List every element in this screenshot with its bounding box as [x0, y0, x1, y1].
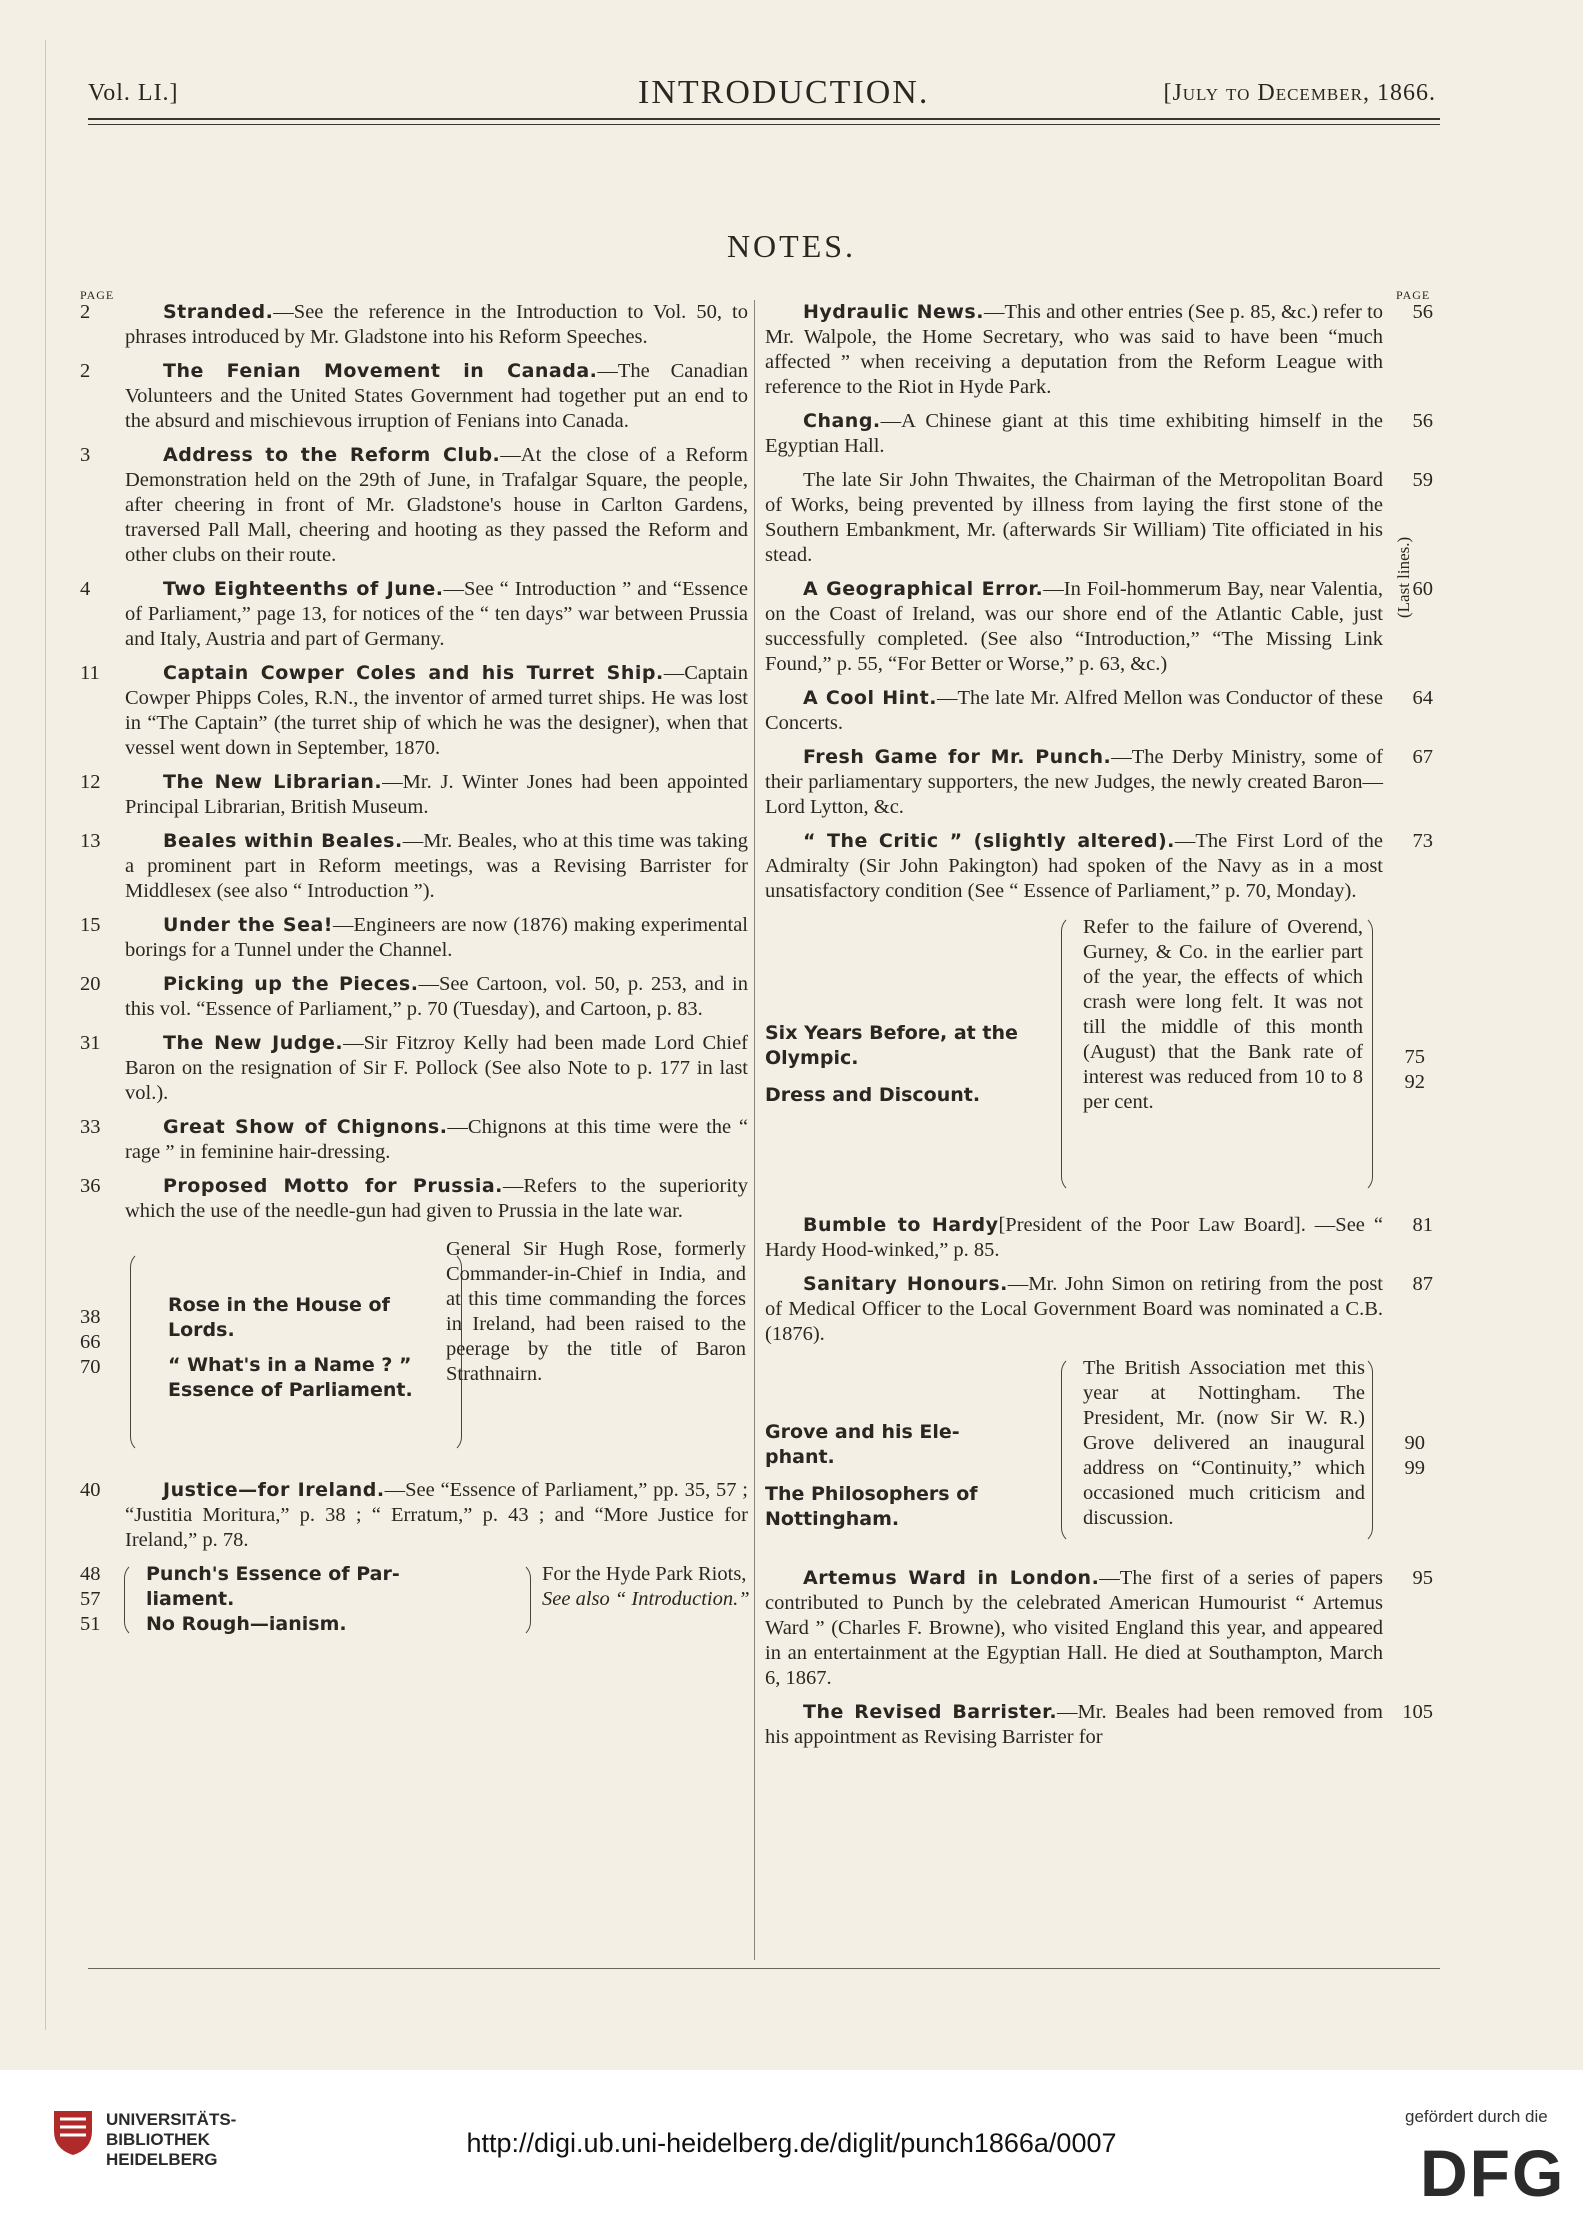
note-entry — [765, 577, 1433, 677]
note-entry — [80, 300, 748, 350]
note-entry — [80, 661, 748, 761]
page-number: 95 — [1412, 1567, 1433, 1589]
note-heading: The Fenian Movement in Canada. — [163, 360, 598, 382]
group-olympic — [765, 913, 1433, 1203]
note-heading: Great Show of Chignons. — [163, 1116, 448, 1138]
note-heading: Picking up the Pieces. — [163, 973, 419, 995]
note-entry — [765, 1213, 1433, 1263]
group-title: Nottingham. — [765, 1508, 900, 1530]
note-text: —Mr. John Simon on retiring from the post of Medical Officer to the Local Government Board was nominated a C.B. (1876). — [765, 1273, 1383, 1345]
page-number: 57 — [80, 1588, 101, 1610]
page-number: 64 — [1412, 687, 1433, 709]
note-entry — [765, 1700, 1433, 1750]
page-number: 51 — [80, 1613, 101, 1635]
left-column — [80, 300, 748, 1662]
page-number: 105 — [1402, 1701, 1433, 1723]
note-entry — [765, 468, 1433, 568]
page-number: 2 — [80, 360, 91, 382]
note-text: —At the close of a Reform Demonstration held on the 29th of June, in Trafalgar Square, the people, after cheering in front of Mr. Gladstone's house in Carlton Gardens, traversed Pall Mall, cheering and hooting as they passed the Reform and other clubs on their route. — [125, 444, 748, 566]
note-entry — [80, 359, 748, 434]
page-number: 73 — [1412, 830, 1433, 852]
note-text: —The first of a series of papers contributed to Punch by the celebrated American Humourist “ Artemus Ward ” (Charles F. Browne), who visited England this year, and appeared in an entertainment at the Egyptian Hall. He died at Southampton, March 6, 1867. — [765, 1567, 1384, 1689]
group-note-text: See also “ Introduction.” — [542, 1588, 750, 1610]
group-title: Rose in the House of — [168, 1294, 390, 1316]
group-title: Lords. — [168, 1319, 235, 1341]
page-number: 40 — [80, 1479, 101, 1501]
last-lines-label: (Last lines.) — [1394, 536, 1413, 618]
page-number: 11 — [80, 662, 100, 684]
note-entry — [765, 409, 1433, 459]
note-entry — [765, 686, 1433, 736]
page-number: 3 — [80, 444, 91, 466]
note-heading: Justice—for Ireland. — [163, 1479, 385, 1501]
logo-line: BIBLIOTHEK — [106, 2130, 210, 2149]
note-heading: Fresh Game for Mr. Punch. — [803, 746, 1112, 768]
page-number: 33 — [80, 1116, 101, 1138]
note-text: —The Derby Ministry, some of their parliamentary supporters, the new Judges, the newly created Baron—Lord Lytton, &c. — [765, 746, 1383, 818]
page-number: 13 — [80, 830, 101, 852]
page-number: 66 — [80, 1331, 101, 1353]
note-entry — [80, 1115, 748, 1165]
logo-line: UNIVERSITÄTS- — [106, 2110, 237, 2129]
note-text: —The late Mr. Alfred Mellon was Conductor of these Concerts. — [765, 687, 1383, 734]
page-number: 92 — [1404, 1071, 1425, 1093]
group-note-text: For the Hyde Park Riots, — [542, 1563, 747, 1585]
group-title: phant. — [765, 1446, 835, 1468]
note-text: The late Sir John Thwaites, the Chairman of the Metropolitan Board of Works, being prevented by illness from laying the first stone of the Southern Embankment, Mr. (afterwards Sir William) Tite officiated in his stead. — [765, 469, 1383, 566]
note-entry — [765, 1272, 1433, 1347]
note-heading: Stranded. — [163, 301, 274, 323]
header-volume: Vol. LI.] — [88, 80, 179, 106]
note-entry — [765, 745, 1433, 820]
note-heading: The New Librarian. — [163, 771, 383, 793]
page-number: 20 — [80, 973, 101, 995]
group-title: Punch's Essence of Par- — [146, 1563, 400, 1585]
note-heading: Proposed Motto for Prussia. — [163, 1175, 503, 1197]
note-heading: “ The Critic ” (slightly altered). — [803, 830, 1175, 852]
group-title: “ What's in a Name ? ” — [168, 1354, 412, 1376]
note-text: —Refers to the superiority which the use of the needle-gun had given to Prussia in the late war. — [125, 1175, 748, 1222]
note-text: —Mr. J. Winter Jones had been appointed Principal Librarian, British Museum. — [125, 771, 748, 818]
page-number: 99 — [1404, 1457, 1425, 1479]
logo-line: HEIDELBERG — [106, 2150, 218, 2169]
group-title: Dress and Discount. — [765, 1084, 981, 1106]
note-text: —Captain Cowper Phipps Coles, R.N., the inventor of armed turret ships. He was lost in “The Captain” (the turret ship of which he was the designer), when that vessel went down in September, 1870. — [125, 662, 748, 759]
page-url-link[interactable]: http://digi.ub.uni-heidelberg.de/diglit/punch1866a/0007 — [466, 2128, 1117, 2158]
running-header — [88, 70, 1436, 116]
page-number: 87 — [1412, 1273, 1433, 1295]
group-note-text: Refer to the failure of Overend, Gurney, & Co. in the earlier part of the year, the effects of which crash were long felt. It was not till the middle of this month (August) that the Bank rate of interest was reduced from 10 to 8 per cent. — [1083, 916, 1363, 1113]
note-text: —The First Lord of the Admiralty (Sir John Pakington) had spoken of the Navy as in a most unsatisfactory condition (See “ Essence of Parliament,” p. 70, Monday). — [765, 830, 1383, 902]
group-title: The Philosophers of — [765, 1483, 978, 1505]
page-number: 56 — [1412, 301, 1433, 323]
note-text: —A Chinese giant at this time exhibiting himself in the Egyptian Hall. — [765, 410, 1383, 457]
dfg-logo: DFG — [1420, 2136, 1566, 2210]
group-rose — [80, 1233, 748, 1468]
note-text: —Mr. Beales had been removed from his appointment as Revising Barrister for — [765, 1701, 1384, 1748]
note-heading: Bumble to Hardy — [803, 1214, 999, 1236]
group-title: No Rough—ianism. — [146, 1613, 347, 1635]
note-text: —Engineers are now (1876) making experimental borings for a Tunnel under the Channel. — [125, 914, 749, 961]
page-number: 12 — [80, 771, 101, 793]
note-entry — [80, 829, 748, 904]
header-title: INTRODUCTION. — [638, 74, 930, 111]
page-number: 70 — [80, 1356, 101, 1378]
note-text: —This and other entries (See p. 85, &c.) refer to Mr. Walpole, the Home Secretary, who was said to have been “much affected ” when receiving a deputation from the Reform League with reference to the Riot in Hyde Park. — [765, 301, 1384, 398]
note-entry — [80, 577, 748, 652]
note-heading: A Cool Hint. — [803, 687, 937, 709]
note-text: —See the reference in the Introduction to Vol. 50, to phrases introduced by Mr. Gladstone into his Reform Speeches. — [125, 301, 748, 348]
group-title: Grove and his Ele- — [765, 1421, 960, 1443]
page-number: 4 — [80, 578, 91, 600]
note-heading: Artemus Ward in London. — [803, 1567, 1100, 1589]
note-text: —In Foil-hommerum Bay, near Valentia, on the Coast of Ireland, was our shore end of the Atlantic Cable, just successfully completed. (See also “Introduction,” “The Missing Link Found,” p. 55, “For Better or Worse,” p. 63, &c.) — [765, 578, 1383, 675]
note-heading: Captain Cowper Coles and his Turret Ship. — [163, 662, 664, 684]
note-heading: Under the Sea! — [163, 914, 333, 936]
note-text: —Sir Fitzroy Kelly had been made Lord Chief Baron on the resignation of Sir F. Pollock (See also Note to p. 177 in last vol.). — [125, 1032, 748, 1104]
notes-heading: NOTES. — [726, 228, 857, 264]
note-entry — [765, 1566, 1433, 1691]
group-title: Olympic. — [765, 1047, 859, 1069]
note-text: —See “ Introduction ” and “Essence of Parliament,” page 13, for notices of the “ ten days” war between Prussia and Italy, Austria and part of Germany. — [125, 578, 748, 650]
note-entry — [80, 443, 748, 568]
note-entry — [765, 300, 1433, 400]
page-number: 67 — [1412, 746, 1433, 768]
page-column-label-right: PAGE — [1396, 288, 1431, 302]
header-rule-thick — [88, 118, 1440, 120]
note-entry — [80, 913, 748, 963]
page-number: 31 — [80, 1032, 101, 1054]
page-number: 36 — [80, 1175, 101, 1197]
group-title — [765, 1470, 1055, 1482]
page-number: 59 — [1412, 469, 1433, 491]
page-number: 75 — [1404, 1046, 1425, 1068]
note-entry — [80, 1478, 748, 1553]
page-column-label-left: PAGE — [80, 288, 115, 302]
note-heading: A Geographical Error. — [803, 578, 1044, 600]
note-text: [President of the Poor Law Board]. —See “ Hardy Hood-winked,” p. 85. — [765, 1214, 1383, 1261]
group-title: liament. — [146, 1588, 235, 1610]
group-grove — [765, 1356, 1433, 1556]
header-date-range: [July to December, 1866. — [1163, 80, 1436, 106]
note-heading: Beales within Beales. — [163, 830, 403, 852]
page-number: 15 — [80, 914, 101, 936]
group-title: Six Years Before, at the — [765, 1022, 1018, 1044]
bottom-rule — [88, 1968, 1440, 1969]
note-entry — [80, 972, 748, 1022]
note-heading: Chang. — [803, 410, 881, 432]
note-heading: Sanitary Honours. — [803, 1273, 1008, 1295]
page-number: 48 — [80, 1563, 101, 1585]
note-text: —Mr. Beales, who at this time was taking a prominent part in Reform meetings, was a Revising Barrister for Middlesex (see also “ Introduction ”). — [125, 830, 748, 902]
page-number: 56 — [1412, 410, 1433, 432]
page-number: 90 — [1404, 1432, 1425, 1454]
note-entry — [80, 770, 748, 820]
page-number: 60 — [1412, 578, 1433, 600]
group-punch — [80, 1562, 748, 1652]
note-heading: The Revised Barrister. — [803, 1701, 1058, 1723]
group-title — [765, 1071, 1065, 1083]
note-heading: Hydraulic News. — [803, 301, 984, 323]
note-heading: The New Judge. — [163, 1032, 344, 1054]
page-number: 81 — [1412, 1214, 1433, 1236]
note-heading: Two Eighteenths of June. — [163, 578, 444, 600]
note-heading: Address to the Reform Club. — [163, 444, 501, 466]
page-number: 38 — [80, 1306, 101, 1328]
note-entry — [765, 829, 1433, 904]
note-entry — [80, 1174, 748, 1224]
note-entry — [80, 1031, 748, 1106]
header-rule-thin — [88, 124, 1440, 125]
right-column — [765, 300, 1433, 1759]
group-title: Essence of Parliament. — [168, 1379, 413, 1401]
note-text: —The Canadian Volunteers and the United States Government had together put an end to the absurd and mischievous irruption of Fenians into Canada. — [125, 360, 748, 432]
page-number: 2 — [80, 301, 91, 323]
column-divider — [754, 300, 755, 1960]
note-text: —Chignons at this time were the “ rage ” in feminine hair-dressing. — [125, 1116, 749, 1163]
funded-by-label: gefördert durch die — [1405, 2107, 1548, 2126]
note-text: —See Cartoon, vol. 50, p. 253, and in this vol. “Essence of Parliament,” p. 70 (Tuesday), and Cartoon, p. 83. — [125, 973, 748, 1020]
group-note-text: The British Association met this year at Nottingham. The President, Mr. (now Sir W. R.) Grove delivered an inaugural address on “Continuity,” which occasioned much criticism and discussion. — [1083, 1357, 1365, 1529]
note-text: —See “Essence of Parliament,” pp. 35, 57 ; “Justitia Moritura,” p. 38 ; “ Erratum,” p. 43 ; and “More Justice for Ireland,” p. 78. — [125, 1479, 748, 1551]
group-note-text: General Sir Hugh Rose, formerly Commander-in-Chief in India, and at this time commanding the forces in Ireland, had been raised to the peerage by the title of Baron Strathnairn. — [446, 1238, 746, 1385]
